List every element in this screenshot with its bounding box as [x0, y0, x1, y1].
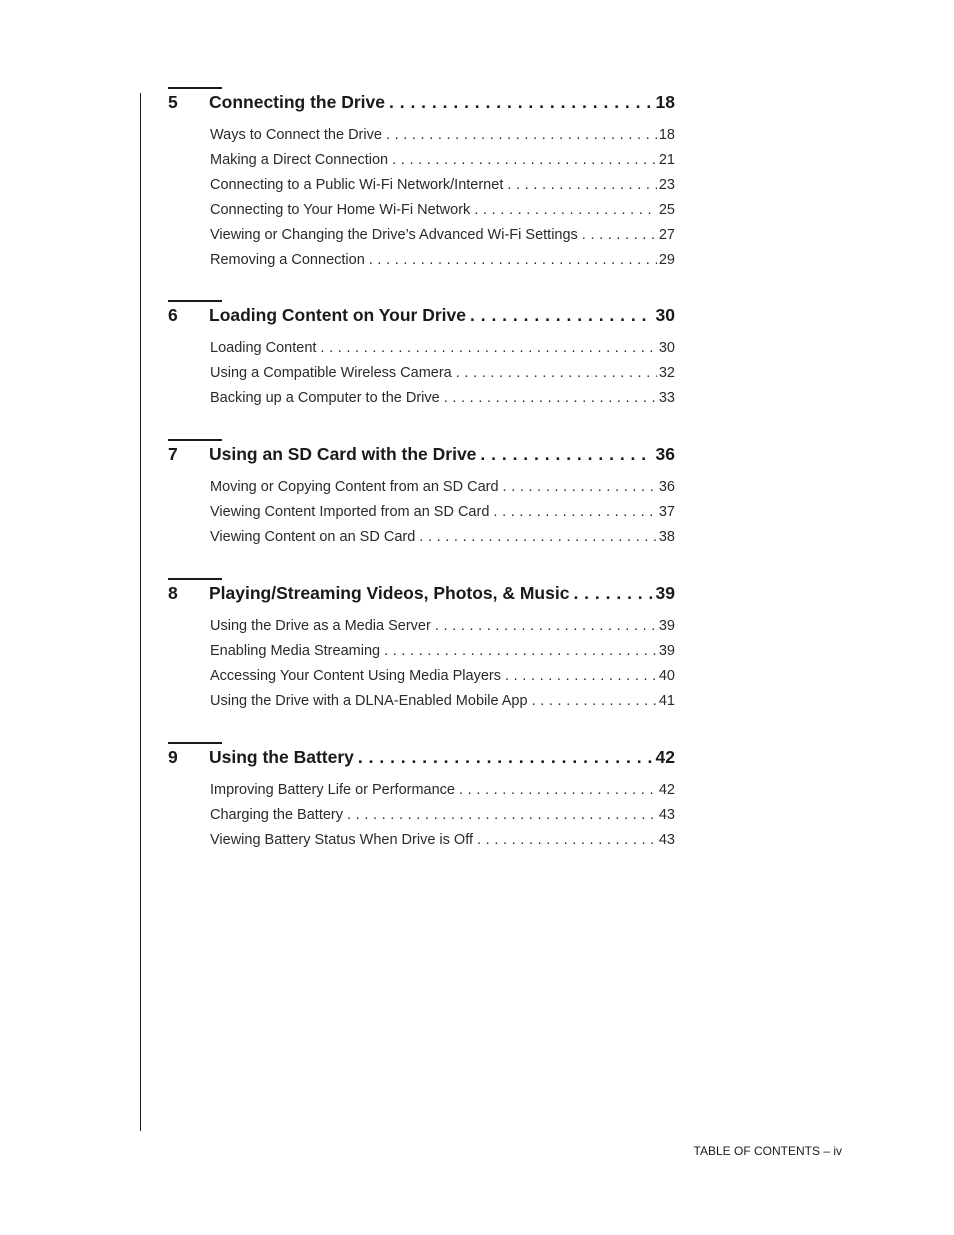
dot-leader [358, 747, 652, 768]
entry-page-number: 43 [658, 807, 675, 823]
entry-title: Loading Content [210, 340, 317, 356]
dot-leader [384, 643, 657, 659]
toc-entry[interactable] [210, 177, 675, 202]
chapter-heading[interactable] [168, 747, 675, 771]
dot-leader [459, 782, 657, 798]
toc-entry[interactable] [210, 643, 675, 668]
toc-entry[interactable] [210, 504, 675, 529]
dot-leader [444, 390, 657, 406]
dot-leader [507, 177, 657, 193]
entry-page-number: 27 [658, 227, 675, 243]
dot-leader [532, 693, 657, 709]
entry-page-number: 39 [658, 618, 675, 634]
chapter-title: Using the Battery [209, 747, 354, 767]
dot-leader [493, 504, 656, 520]
toc-entry[interactable] [210, 832, 675, 857]
chapter-title: Connecting the Drive [209, 92, 385, 112]
dot-leader [320, 340, 656, 356]
chapter-title: Loading Content on Your Drive [209, 305, 466, 325]
chapter-heading[interactable] [168, 92, 675, 116]
margin-rule [140, 93, 141, 1131]
chapter-page-number: 39 [655, 583, 675, 603]
entry-page-number: 39 [658, 643, 675, 659]
toc-entry[interactable] [210, 365, 675, 390]
entry-title: Connecting to Your Home Wi-Fi Network [210, 202, 471, 218]
entry-title: Viewing or Changing the Drive’s Advanced Wi-Fi Settings [210, 227, 578, 243]
dot-leader [347, 807, 657, 823]
entry-title: Accessing Your Content Using Media Players [210, 668, 501, 684]
chapter-page-number: 18 [655, 92, 675, 112]
toc-entry[interactable] [210, 340, 675, 365]
chapter-heading[interactable] [168, 583, 675, 607]
chapter-number: 5 [168, 92, 178, 112]
entry-title: Viewing Content Imported from an SD Card [210, 504, 490, 520]
entry-page-number: 36 [658, 479, 675, 495]
toc-entry[interactable] [210, 668, 675, 693]
entry-page-number: 23 [658, 177, 675, 193]
entry-page-number: 25 [658, 202, 675, 218]
entry-title: Viewing Content on an SD Card [210, 529, 416, 545]
chapter-number: 9 [168, 747, 178, 767]
entry-page-number: 32 [658, 365, 675, 381]
chapter-heading[interactable] [168, 305, 675, 329]
entry-title: Using the Drive as a Media Server [210, 618, 431, 634]
toc-entry[interactable] [210, 529, 675, 554]
entry-title: Enabling Media Streaming [210, 643, 381, 659]
chapter-number: 6 [168, 305, 178, 325]
entry-title: Using the Drive with a DLNA-Enabled Mobile App [210, 693, 528, 709]
entry-page-number: 29 [658, 252, 675, 268]
dot-leader [386, 127, 657, 143]
entry-page-number: 43 [658, 832, 675, 848]
entry-page-number: 21 [658, 152, 675, 168]
chapter-rule [168, 439, 222, 441]
dot-leader [470, 305, 652, 326]
entry-page-number: 38 [658, 529, 675, 545]
entry-title: Moving or Copying Content from an SD Card [210, 479, 499, 495]
toc-entry[interactable] [210, 479, 675, 504]
entry-title: Viewing Battery Status When Drive is Off [210, 832, 473, 848]
chapter-rule [168, 300, 222, 302]
dot-leader [582, 227, 657, 243]
entry-page-number: 33 [658, 390, 675, 406]
dot-leader [392, 152, 657, 168]
entry-title: Improving Battery Life or Performance [210, 782, 455, 798]
entry-title: Using a Compatible Wireless Camera [210, 365, 452, 381]
entry-title: Making a Direct Connection [210, 152, 389, 168]
toc-entry[interactable] [210, 152, 675, 177]
dot-leader [435, 618, 657, 634]
toc-entry[interactable] [210, 693, 675, 718]
dot-leader [369, 252, 657, 268]
entry-title: Ways to Connect the Drive [210, 127, 382, 143]
section-list [210, 618, 675, 718]
section-list [210, 340, 675, 415]
dot-leader [480, 444, 651, 465]
toc-entry[interactable] [210, 127, 675, 152]
chapter-page-number: 36 [655, 444, 675, 464]
toc-entry[interactable] [210, 252, 675, 277]
chapter-rule [168, 87, 222, 89]
dot-leader [573, 583, 651, 604]
toc-entry[interactable] [210, 202, 675, 227]
entry-title: Connecting to a Public Wi-Fi Network/Internet [210, 177, 504, 193]
section-list [210, 127, 675, 277]
section-list [210, 479, 675, 554]
dot-leader [456, 365, 657, 381]
entry-page-number: 40 [658, 668, 675, 684]
chapter-number: 8 [168, 583, 178, 603]
dot-leader [477, 832, 657, 848]
toc-entry[interactable] [210, 782, 675, 807]
dot-leader [474, 202, 657, 218]
entry-page-number: 41 [658, 693, 675, 709]
chapter-heading[interactable] [168, 444, 675, 468]
entry-page-number: 37 [658, 504, 675, 520]
chapter-title: Playing/Streaming Videos, Photos, & Music [209, 583, 570, 603]
chapter-rule [168, 742, 222, 744]
dot-leader [389, 92, 652, 113]
chapter-page-number: 30 [655, 305, 675, 325]
toc-entry[interactable] [210, 618, 675, 643]
section-list [210, 782, 675, 857]
page-footer: TABLE OF CONTENTS – iv [693, 1144, 842, 1158]
entry-page-number: 30 [658, 340, 675, 356]
dot-leader [503, 479, 657, 495]
chapter-number: 7 [168, 444, 178, 464]
toc-entry[interactable] [210, 227, 675, 252]
dot-leader [419, 529, 657, 545]
entry-title: Backing up a Computer to the Drive [210, 390, 440, 406]
toc-entry[interactable] [210, 390, 675, 415]
toc-entry[interactable] [210, 807, 675, 832]
dot-leader [505, 668, 657, 684]
entry-title: Removing a Connection [210, 252, 365, 268]
chapter-rule [168, 578, 222, 580]
entry-page-number: 42 [658, 782, 675, 798]
entry-title: Charging the Battery [210, 807, 343, 823]
chapter-title: Using an SD Card with the Drive [209, 444, 477, 464]
chapter-page-number: 42 [655, 747, 675, 767]
entry-page-number: 18 [658, 127, 675, 143]
